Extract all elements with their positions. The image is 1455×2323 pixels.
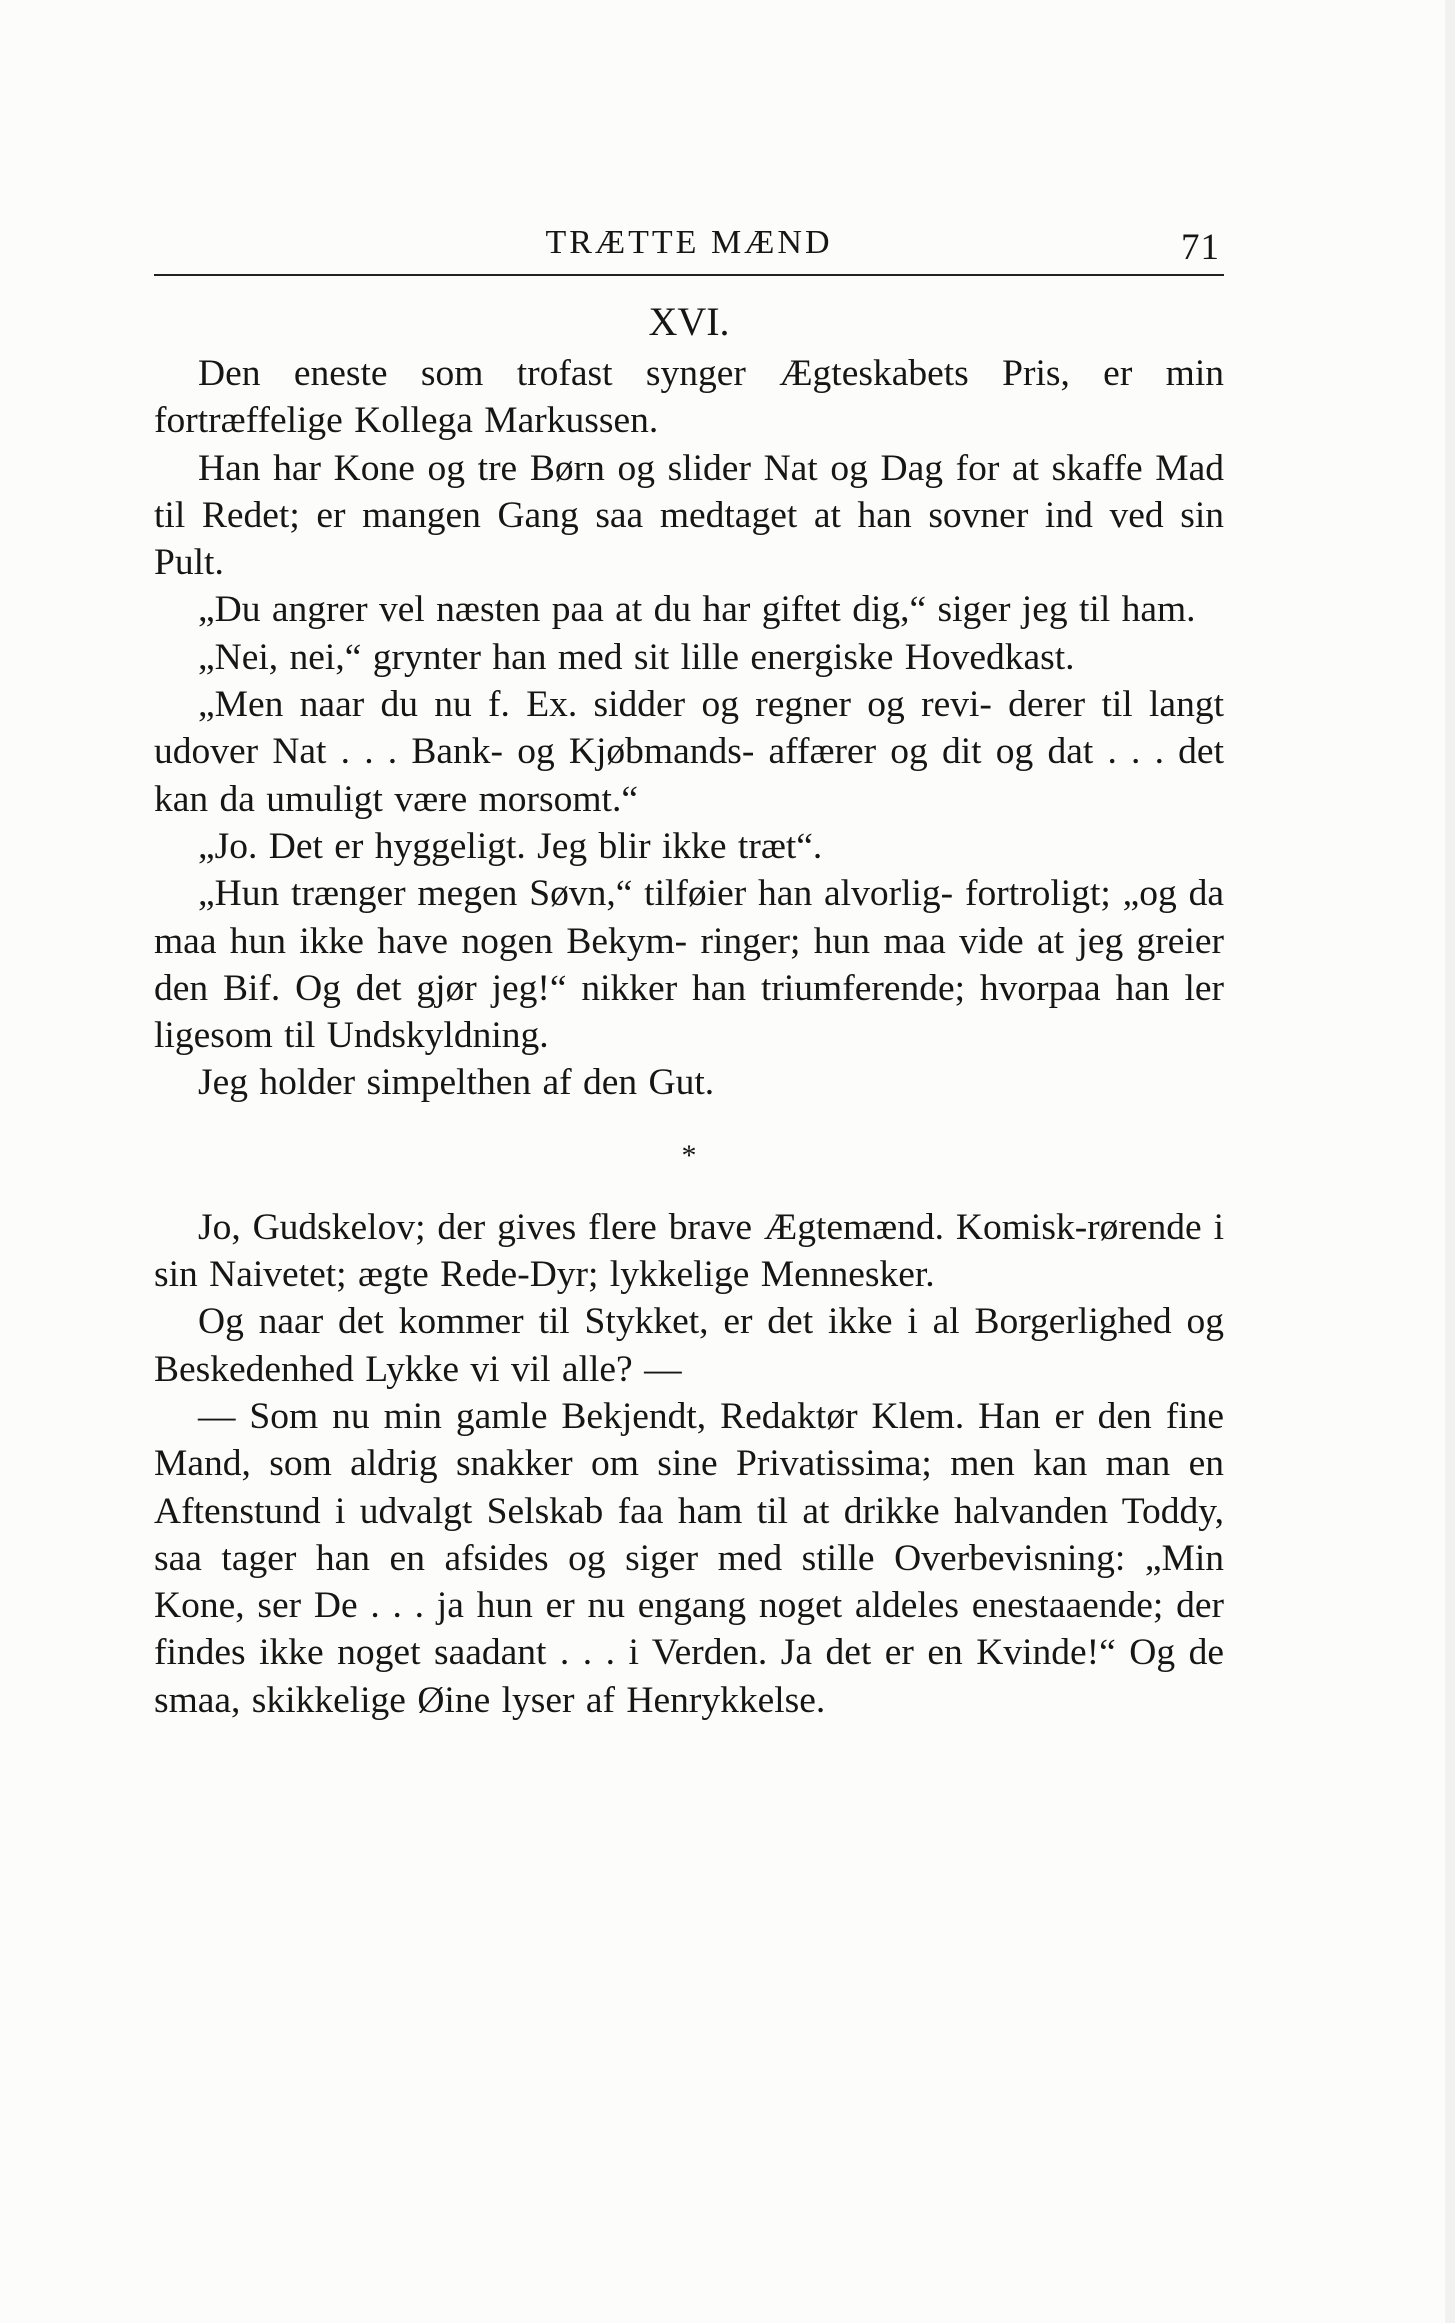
paragraph: Og naar det kommer til Stykket, er det ikke i al Borgerlighed og Beskedenhed Lykke vi vil alle? — — [154, 1301, 1224, 1390]
running-title: TRÆTTE MÆND — [545, 224, 833, 261]
paragraph: Jo, Gudskelov; der gives flere brave Ægtemænd. Komisk-rørende i sin Naivetet; ægte Rede-Dyr; lykkelige Mennesker. — [154, 1206, 1224, 1296]
paragraph: „Men naar du nu f. Ex. sidder og regner og revi- derer til langt udover Nat . . . Bank- og Kjøbmands- affærer og dit og dat . . . det kan da umuligt være morsomt.“ — [154, 684, 1224, 820]
paragraph: „Hun trænger megen Søvn,“ tilføier han alvorlig- fortroligt; „og da maa hun ikke have nogen Bekym- ringer; hun maa vide at jeg greier den Bif. Og det gjør jeg!“ nikker han triumferende; hvorpaa han ler ligesom til Undskyldning. — [154, 873, 1224, 1057]
paragraph: Han har Kone og tre Børn og slider Nat og Dag for at skaffe Mad til Redet; er mangen Gang saa medtaget at han sovner ind ved sin Pult. — [154, 447, 1224, 584]
section-separator: * — [681, 1138, 697, 1172]
paragraph: — Som nu min gamle Bekjendt, Redaktør Klem. Han er den fine Mand, som aldrig snakker om sine Privatissima; men kan man en Aftenstund i udvalgt Selskab faa ham til at drikke halvanden Toddy, saa tager han en afsides og siger med stille Overbevisning: „Min Kone, ser De . . . ja hun er nu engang noget aldeles enestaaende; der findes ikke noget saadant . . . i Verden. Ja det er en Kvinde!“ Og de smaa, skikkelige Øine lyser af Henrykkelse. — [154, 1395, 1224, 1721]
chapter-heading: XVI. — [648, 299, 730, 344]
paragraph: „Du angrer vel næsten paa at du har giftet dig,“ siger jeg til ham. — [198, 589, 1196, 631]
paragraph: „Jo. Det er hyggeligt. Jeg blir ikke træt“. — [198, 825, 823, 867]
paragraph: Den eneste som trofast synger Ægteskabets Pris, er min fortræffelige Kollega Markussen. — [154, 353, 1224, 442]
page-edge — [1445, 0, 1455, 2323]
page-number: 71 — [1181, 227, 1220, 268]
text-block — [154, 222, 1224, 1724]
running-header — [154, 222, 1224, 276]
paragraph: „Nei, nei,“ grynter han med sit lille energiske Hovedkast. — [198, 636, 1075, 678]
paragraph: Jeg holder simpelthen af den Gut. — [198, 1062, 715, 1104]
